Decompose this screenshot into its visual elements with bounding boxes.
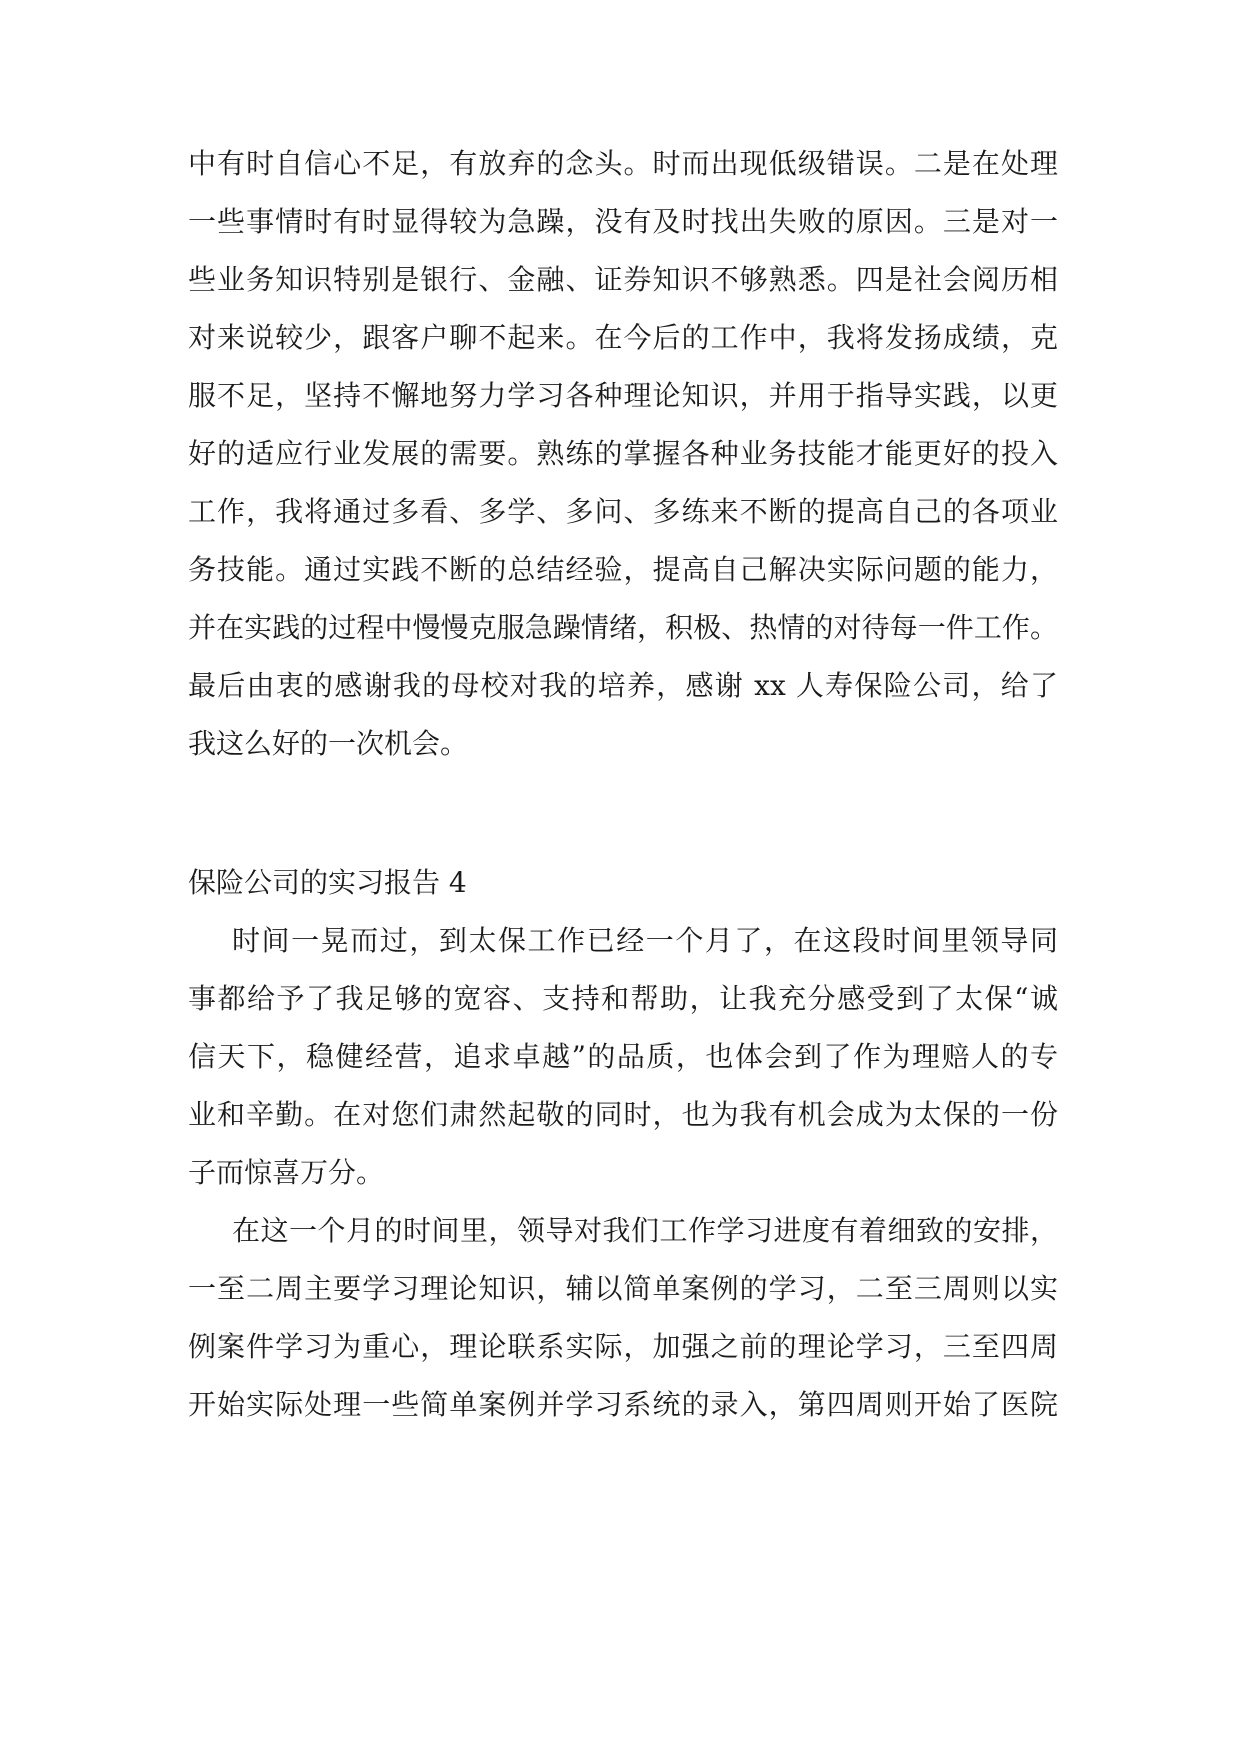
paragraph-line: 对来说较少，跟客户聊不起来。在今后的工作中，我将发扬成绩，克 [188, 321, 1058, 354]
paragraph-line: 信天下，稳健经营，追求卓越”的品质，也体会到了作为理赔人的专 [188, 1040, 1058, 1073]
paragraph-line: 事都给予了我足够的宽容、支持和帮助，让我充分感受到了太保“诚 [188, 982, 1058, 1015]
section-title: 保险公司的实习报告 4 [188, 866, 467, 899]
paragraph-line: 开始实际处理一些简单案例并学习系统的录入，第四周则开始了医院 [188, 1388, 1058, 1421]
paragraph-line: 最后由衷的感谢我的母校对我的培养，感谢 xx 人寿保险公司，给了 [188, 669, 1058, 702]
paragraph-line: 工作，我将通过多看、多学、多问、多练来不断的提高自己的各项业 [188, 495, 1058, 528]
paragraph-line: 一些事情时有时显得较为急躁，没有及时找出失败的原因。三是对一 [188, 205, 1058, 238]
paragraph-line: 业和辛勤。在对您们肃然起敬的同时，也为我有机会成为太保的一份 [188, 1098, 1058, 1131]
paragraph-line: 些业务知识特别是银行、金融、证券知识不够熟悉。四是社会阅历相 [188, 263, 1058, 296]
paragraph-line: 我这么好的一次机会。 [188, 727, 469, 760]
paragraph-line: 务技能。通过实践不断的总结经验，提高自己解决实际问题的能力， [188, 553, 1058, 586]
paragraph-line: 并在实践的过程中慢慢克服急躁情绪，积极、热情的对待每一件工作。 [188, 611, 1058, 644]
paragraph-line: 在这一个月的时间里，领导对我们工作学习进度有着细致的安排， [232, 1214, 1058, 1247]
paragraph-line: 例案件学习为重心，理论联系实际，加强之前的理论学习，三至四周 [188, 1330, 1058, 1363]
paragraph-line: 子而惊喜万分。 [188, 1156, 385, 1189]
paragraph-line: 服不足，坚持不懈地努力学习各种理论知识，并用于指导实践，以更 [188, 379, 1058, 412]
paragraph-line: 一至二周主要学习理论知识，辅以简单案例的学习，二至三周则以实 [188, 1272, 1058, 1305]
paragraph-line: 好的适应行业发展的需要。熟练的掌握各种业务技能才能更好的投入 [188, 437, 1058, 470]
paragraph-line: 中有时自信心不足，有放弃的念头。时而出现低级错误。二是在处理 [188, 147, 1058, 180]
paragraph-line: 时间一晃而过，到太保工作已经一个月了，在这段时间里领导同 [232, 924, 1058, 957]
